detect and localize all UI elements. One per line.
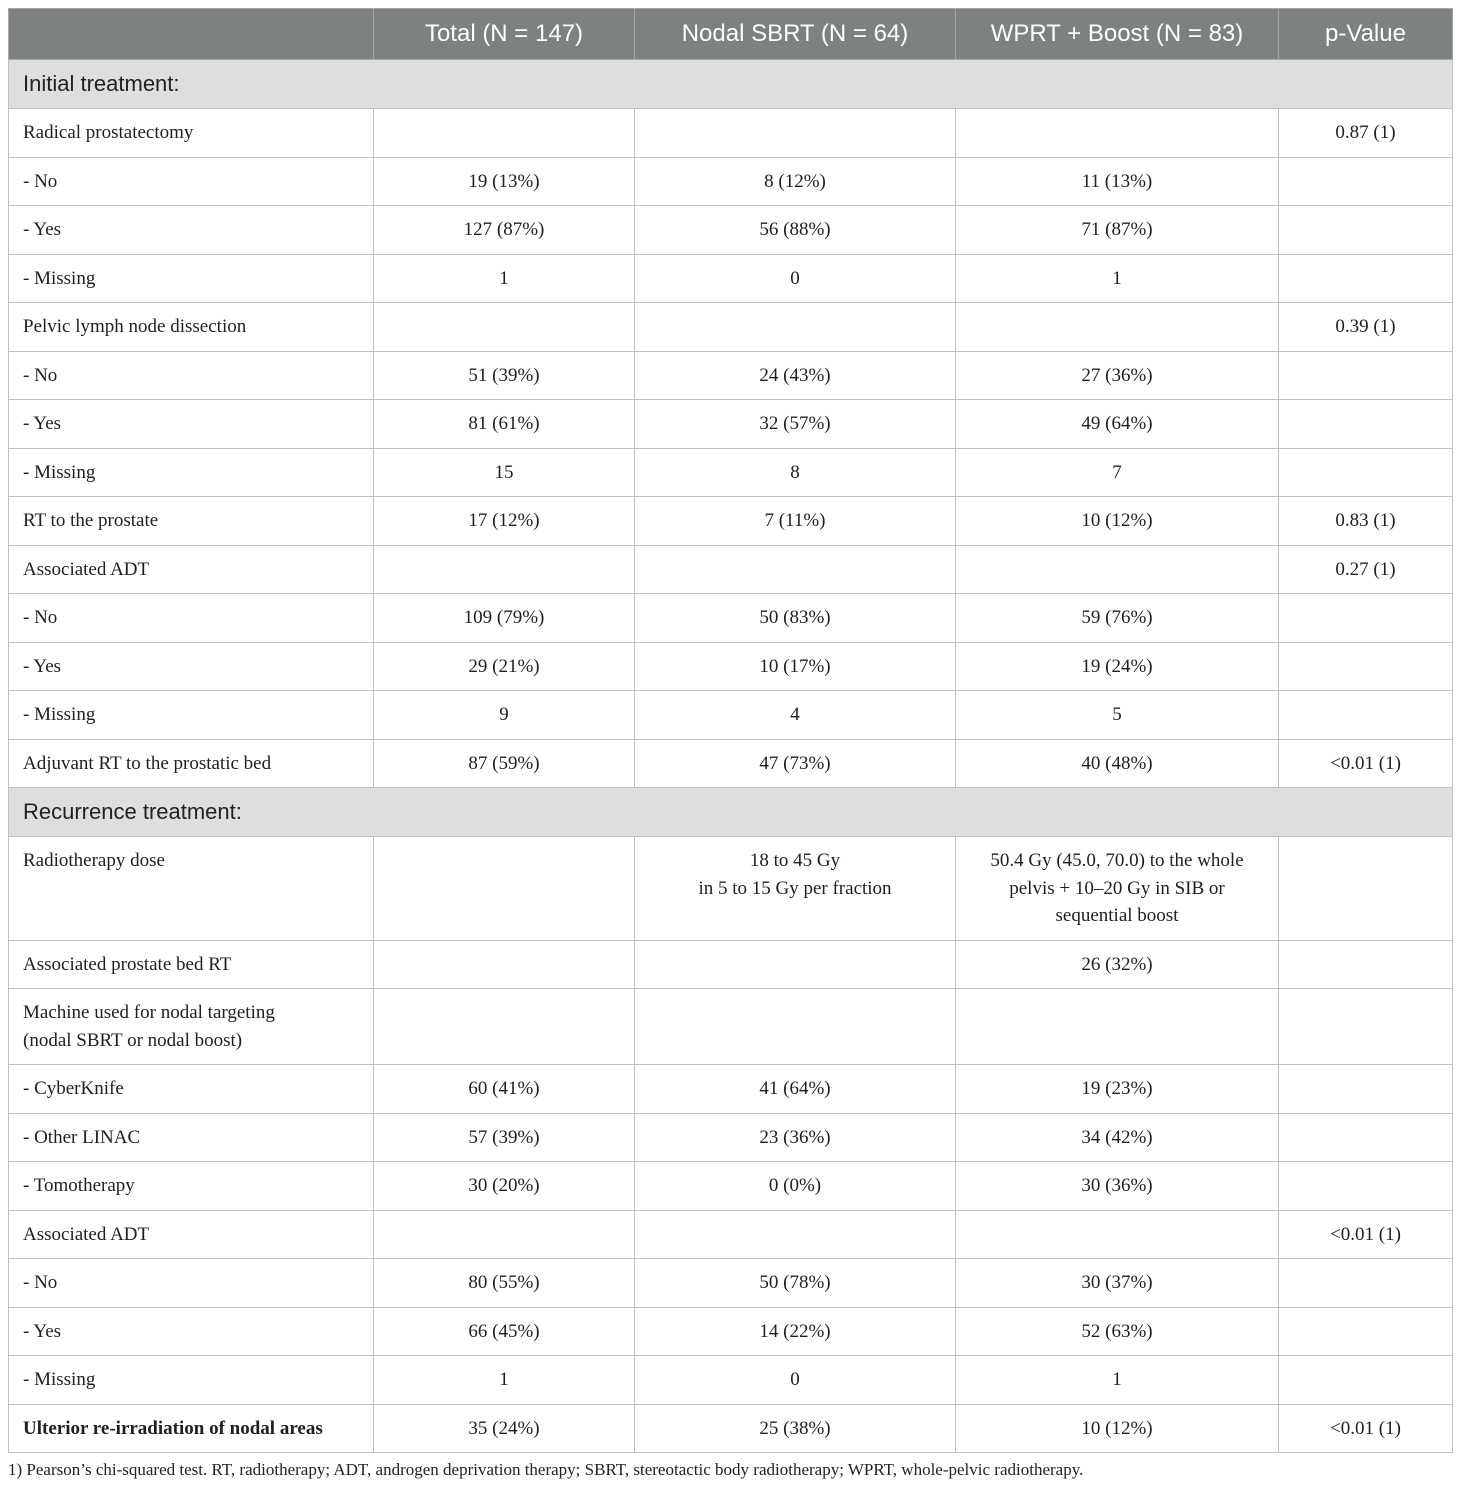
table-row [9, 1307, 1453, 1356]
cell-p-value [1279, 206, 1453, 255]
cell-wprt-boost: 30 (37%) [956, 1259, 1279, 1308]
row-label: Adjuvant RT to the prostatic bed [9, 739, 374, 788]
table-row [9, 1259, 1453, 1308]
row-label: - CyberKnife [9, 1065, 374, 1114]
table-row [9, 594, 1453, 643]
cell-total: 1 [374, 254, 635, 303]
table-row [9, 1210, 1453, 1259]
cell-p-value [1279, 1162, 1453, 1211]
cell-nodal-sbrt: 7 (11%) [635, 497, 956, 546]
cell-p-value [1279, 351, 1453, 400]
cell-nodal-sbrt: 0 [635, 1356, 956, 1405]
cell-total: 15 [374, 448, 635, 497]
cell-p-value [1279, 940, 1453, 989]
section-title: Recurrence treatment: [9, 788, 1453, 837]
cell-total: 35 (24%) [374, 1404, 635, 1453]
cell-total [374, 837, 635, 941]
cell-nodal-sbrt: 32 (57%) [635, 400, 956, 449]
cell-wprt-boost: 59 (76%) [956, 594, 1279, 643]
cell-p-value: <0.01 (1) [1279, 1210, 1453, 1259]
column-header-total: Total (N = 147) [374, 9, 635, 60]
table-row [9, 400, 1453, 449]
cell-wprt-boost [956, 303, 1279, 352]
cell-total [374, 1210, 635, 1259]
table-row [9, 303, 1453, 352]
cell-wprt-boost: 49 (64%) [956, 400, 1279, 449]
cell-nodal-sbrt: 47 (73%) [635, 739, 956, 788]
cell-nodal-sbrt: 23 (36%) [635, 1113, 956, 1162]
cell-wprt-boost: 5 [956, 691, 1279, 740]
cell-wprt-boost: 19 (23%) [956, 1065, 1279, 1114]
table-row [9, 545, 1453, 594]
row-label: Pelvic lymph node dissection [9, 303, 374, 352]
row-label: Associated ADT [9, 545, 374, 594]
cell-total: 29 (21%) [374, 642, 635, 691]
cell-p-value [1279, 691, 1453, 740]
table-row [9, 1113, 1453, 1162]
cell-p-value [1279, 157, 1453, 206]
cell-total: 80 (55%) [374, 1259, 635, 1308]
table-row [9, 206, 1453, 255]
row-label: RT to the prostate [9, 497, 374, 546]
cell-wprt-boost: 27 (36%) [956, 351, 1279, 400]
table-row [9, 739, 1453, 788]
column-header-wprt-boost: WPRT + Boost (N = 83) [956, 9, 1279, 60]
row-label: Ulterior re-irradiation of nodal areas [9, 1404, 374, 1453]
table-row [9, 448, 1453, 497]
cell-total [374, 109, 635, 158]
cell-wprt-boost: 34 (42%) [956, 1113, 1279, 1162]
cell-p-value: 0.87 (1) [1279, 109, 1453, 158]
cell-p-value: <0.01 (1) [1279, 1404, 1453, 1453]
cell-wprt-boost: 52 (63%) [956, 1307, 1279, 1356]
table-row [9, 642, 1453, 691]
row-label: Radical prostatectomy [9, 109, 374, 158]
row-label: - Missing [9, 1356, 374, 1405]
cell-p-value: 0.83 (1) [1279, 497, 1453, 546]
section-header-row [9, 60, 1453, 109]
cell-total [374, 989, 635, 1065]
cell-nodal-sbrt: 18 to 45 Gy in 5 to 15 Gy per fraction [635, 837, 956, 941]
cell-nodal-sbrt [635, 940, 956, 989]
cell-nodal-sbrt [635, 109, 956, 158]
cell-wprt-boost [956, 1210, 1279, 1259]
cell-wprt-boost: 30 (36%) [956, 1162, 1279, 1211]
cell-p-value [1279, 448, 1453, 497]
cell-total: 1 [374, 1356, 635, 1405]
cell-total: 30 (20%) [374, 1162, 635, 1211]
cell-nodal-sbrt: 50 (78%) [635, 1259, 956, 1308]
column-header-p-value: p-Value [1279, 9, 1453, 60]
section-header-row [9, 788, 1453, 837]
cell-wprt-boost: 19 (24%) [956, 642, 1279, 691]
row-label: - Yes [9, 1307, 374, 1356]
cell-nodal-sbrt: 0 (0%) [635, 1162, 956, 1211]
row-label: - No [9, 157, 374, 206]
row-label: Associated prostate bed RT [9, 940, 374, 989]
cell-p-value: 0.39 (1) [1279, 303, 1453, 352]
cell-wprt-boost: 1 [956, 254, 1279, 303]
row-label: - Other LINAC [9, 1113, 374, 1162]
treatment-table [8, 8, 1453, 1453]
row-label: Machine used for nodal targeting (nodal SBRT or nodal boost) [9, 989, 374, 1065]
cell-wprt-boost: 10 (12%) [956, 1404, 1279, 1453]
cell-wprt-boost: 40 (48%) [956, 739, 1279, 788]
cell-nodal-sbrt [635, 989, 956, 1065]
cell-p-value: 0.27 (1) [1279, 545, 1453, 594]
cell-wprt-boost: 1 [956, 1356, 1279, 1405]
row-label: - Yes [9, 400, 374, 449]
cell-nodal-sbrt [635, 545, 956, 594]
cell-total: 17 (12%) [374, 497, 635, 546]
cell-wprt-boost [956, 989, 1279, 1065]
row-label: - Yes [9, 206, 374, 255]
table-row [9, 837, 1453, 941]
cell-p-value [1279, 254, 1453, 303]
cell-total: 51 (39%) [374, 351, 635, 400]
cell-wprt-boost: 26 (32%) [956, 940, 1279, 989]
cell-wprt-boost: 11 (13%) [956, 157, 1279, 206]
cell-wprt-boost: 10 (12%) [956, 497, 1279, 546]
cell-total: 19 (13%) [374, 157, 635, 206]
cell-p-value [1279, 594, 1453, 643]
cell-p-value [1279, 989, 1453, 1065]
table-body [9, 60, 1453, 1453]
cell-nodal-sbrt: 10 (17%) [635, 642, 956, 691]
cell-nodal-sbrt [635, 303, 956, 352]
cell-nodal-sbrt: 8 (12%) [635, 157, 956, 206]
table-row [9, 1404, 1453, 1453]
cell-total: 127 (87%) [374, 206, 635, 255]
table-row [9, 1065, 1453, 1114]
cell-total: 87 (59%) [374, 739, 635, 788]
table-row [9, 1356, 1453, 1405]
cell-wprt-boost: 7 [956, 448, 1279, 497]
cell-nodal-sbrt: 41 (64%) [635, 1065, 956, 1114]
cell-total: 66 (45%) [374, 1307, 635, 1356]
cell-nodal-sbrt: 25 (38%) [635, 1404, 956, 1453]
cell-nodal-sbrt: 14 (22%) [635, 1307, 956, 1356]
cell-total: 9 [374, 691, 635, 740]
row-label: - Missing [9, 691, 374, 740]
cell-nodal-sbrt: 56 (88%) [635, 206, 956, 255]
column-header-nodal-sbrt: Nodal SBRT (N = 64) [635, 9, 956, 60]
table-row [9, 497, 1453, 546]
cell-wprt-boost [956, 545, 1279, 594]
table-row [9, 989, 1453, 1065]
row-label: - Missing [9, 448, 374, 497]
table-row [9, 940, 1453, 989]
cell-total: 60 (41%) [374, 1065, 635, 1114]
table-row [9, 109, 1453, 158]
table-row [9, 351, 1453, 400]
table-header [9, 9, 1453, 60]
row-label: - Tomotherapy [9, 1162, 374, 1211]
cell-nodal-sbrt: 0 [635, 254, 956, 303]
cell-total: 57 (39%) [374, 1113, 635, 1162]
header-row [9, 9, 1453, 60]
table-row [9, 157, 1453, 206]
row-label: - No [9, 351, 374, 400]
cell-p-value [1279, 1307, 1453, 1356]
cell-p-value [1279, 1113, 1453, 1162]
section-title: Initial treatment: [9, 60, 1453, 109]
cell-p-value [1279, 1259, 1453, 1308]
cell-nodal-sbrt [635, 1210, 956, 1259]
row-label: - Missing [9, 254, 374, 303]
table-footnote: 1) Pearson’s chi-squared test. RT, radiotherapy; ADT, androgen deprivation therapy; SBRT, stereotactic body radiotherapy; WPRT, whole-pelvic radiotherapy. [8, 1460, 1084, 1479]
cell-wprt-boost [956, 109, 1279, 158]
cell-total [374, 303, 635, 352]
cell-p-value: <0.01 (1) [1279, 739, 1453, 788]
row-label: Radiotherapy dose [9, 837, 374, 941]
cell-p-value [1279, 642, 1453, 691]
table-row [9, 691, 1453, 740]
table-row [9, 1162, 1453, 1211]
cell-wprt-boost: 71 (87%) [956, 206, 1279, 255]
cell-total: 109 (79%) [374, 594, 635, 643]
cell-nodal-sbrt: 8 [635, 448, 956, 497]
column-header-label [9, 9, 374, 60]
cell-wprt-boost: 50.4 Gy (45.0, 70.0) to the whole pelvis + 10–20 Gy in SIB or sequential boost [956, 837, 1279, 941]
cell-p-value [1279, 837, 1453, 941]
table-row [9, 254, 1453, 303]
cell-nodal-sbrt: 4 [635, 691, 956, 740]
cell-total [374, 940, 635, 989]
cell-nodal-sbrt: 24 (43%) [635, 351, 956, 400]
cell-p-value [1279, 400, 1453, 449]
row-label: Associated ADT [9, 1210, 374, 1259]
cell-p-value [1279, 1356, 1453, 1405]
cell-p-value [1279, 1065, 1453, 1114]
row-label: - No [9, 1259, 374, 1308]
cell-total: 81 (61%) [374, 400, 635, 449]
cell-nodal-sbrt: 50 (83%) [635, 594, 956, 643]
table-container [8, 8, 1452, 1453]
row-label: - Yes [9, 642, 374, 691]
cell-total [374, 545, 635, 594]
row-label: - No [9, 594, 374, 643]
